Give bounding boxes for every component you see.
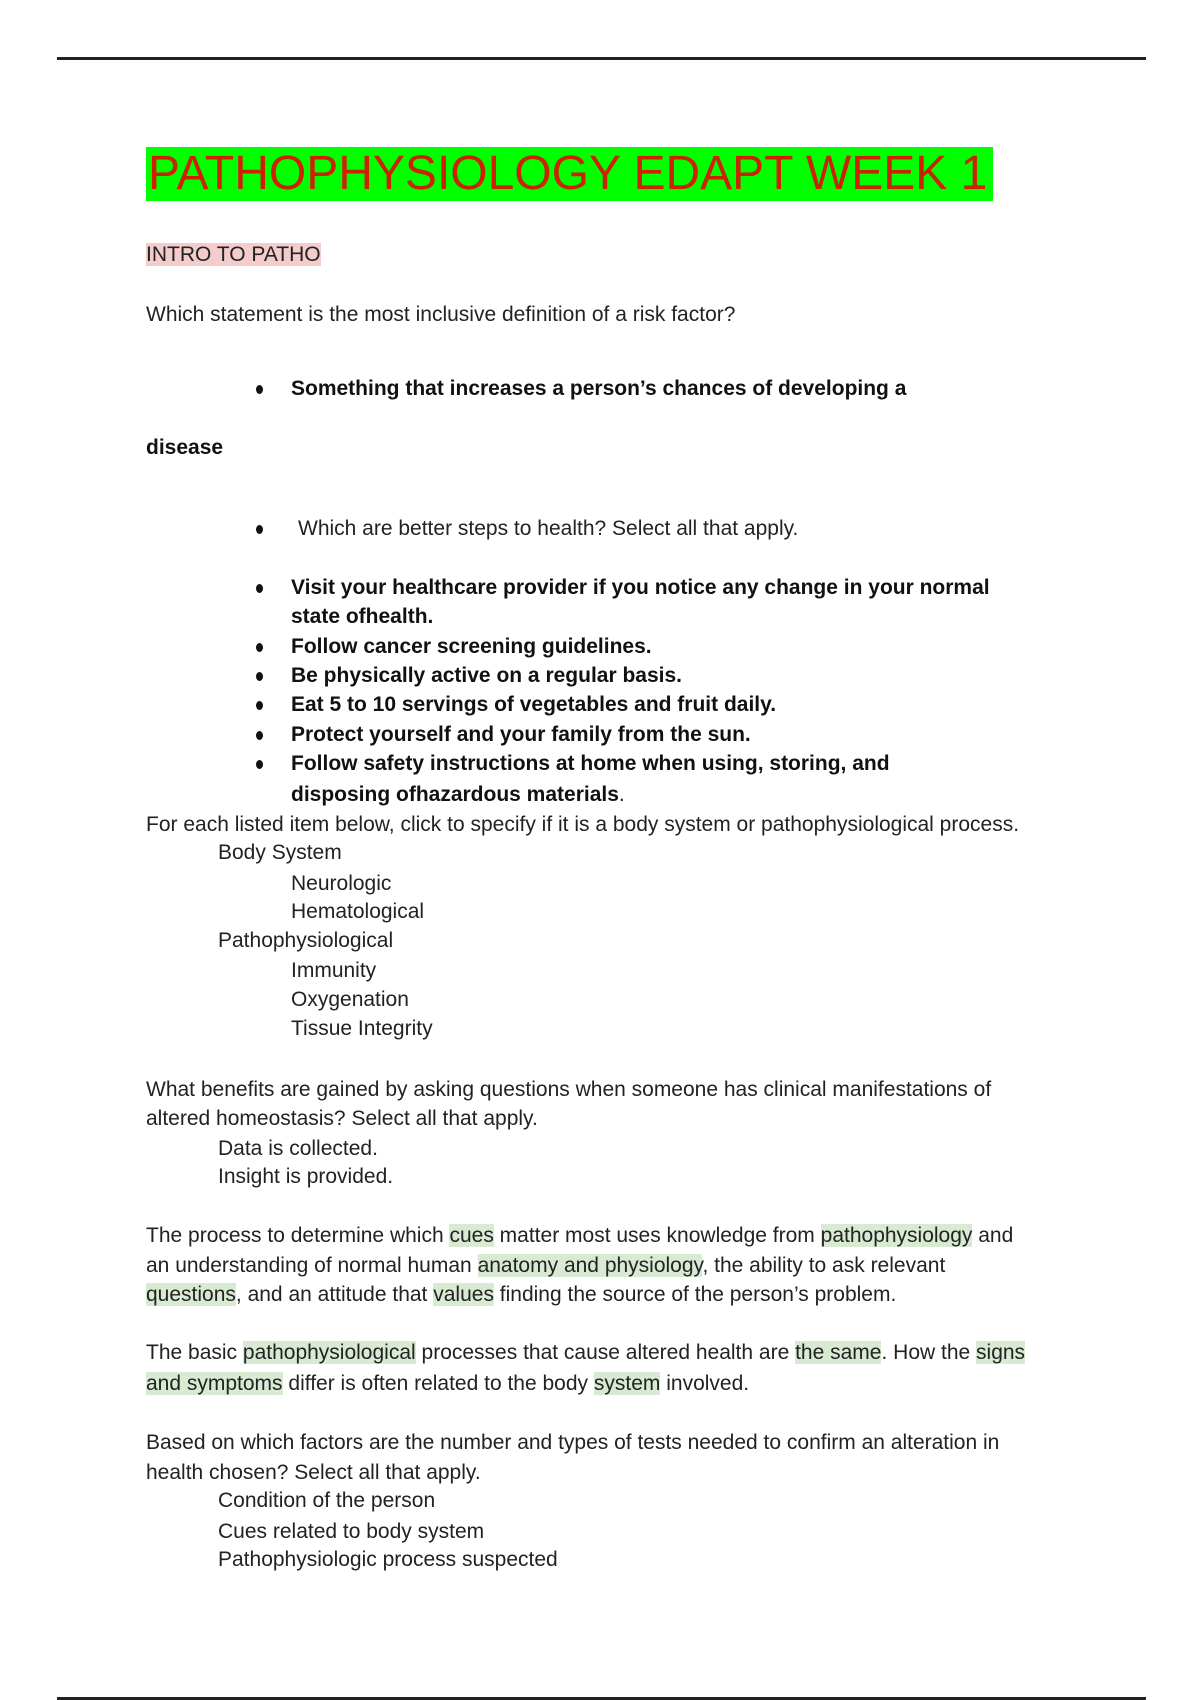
bullet-icon bbox=[256, 701, 263, 710]
q3-group-body-system: Body System bbox=[218, 841, 342, 864]
q2-answer: Protect yourself and your family from the sun. bbox=[291, 723, 751, 746]
paragraph-process-line bbox=[146, 1280, 896, 1310]
q4-answer: Data is collected. bbox=[218, 1137, 378, 1160]
header-rule bbox=[57, 57, 1146, 60]
text: , the ability to ask relevant bbox=[702, 1254, 946, 1277]
highlight: and symptoms bbox=[146, 1372, 283, 1395]
highlight: the same bbox=[795, 1341, 882, 1364]
section-heading-text: INTRO TO PATHO bbox=[146, 243, 321, 266]
q4-question: What benefits are gained by asking questions when someone has clinical manifestations of bbox=[146, 1078, 992, 1101]
q2-answer: Follow cancer screening guidelines. bbox=[291, 635, 652, 658]
highlight: system bbox=[593, 1372, 661, 1395]
bullet-icon bbox=[256, 525, 263, 534]
text: finding the source of the person’s problem. bbox=[493, 1283, 897, 1306]
q3-item: Immunity bbox=[291, 959, 377, 982]
bullet-icon bbox=[256, 584, 263, 593]
paragraph-process-line bbox=[146, 1221, 1013, 1251]
text: an understanding of normal human bbox=[146, 1254, 478, 1277]
q2-answer-text: disposing ofhazardous materials bbox=[291, 783, 619, 806]
text: , and an attitude that bbox=[235, 1283, 434, 1306]
q1-answer-line2: disease bbox=[146, 436, 224, 459]
paragraph-process-line bbox=[146, 1251, 945, 1281]
q1-answer-line1: Something that increases a person’s chances of developing a bbox=[291, 377, 907, 400]
q3-item: Tissue Integrity bbox=[291, 1017, 433, 1040]
highlight: pathophysiological bbox=[242, 1341, 416, 1364]
text: . How the bbox=[881, 1341, 977, 1364]
bullet-icon bbox=[256, 385, 263, 394]
text: The basic bbox=[146, 1341, 243, 1364]
bullet-icon bbox=[256, 643, 263, 652]
q3-item: Neurologic bbox=[291, 872, 392, 895]
text: The process to determine which bbox=[146, 1224, 450, 1247]
text: and bbox=[972, 1224, 1014, 1247]
highlight: signs bbox=[976, 1341, 1026, 1364]
q2-answer: Be physically active on a regular basis. bbox=[291, 664, 683, 687]
q2-question: Which are better steps to health? Select all that apply. bbox=[298, 517, 799, 540]
q4-question: altered homeostasis? Select all that apply. bbox=[146, 1107, 538, 1130]
text: involved. bbox=[660, 1372, 750, 1395]
q3-group-pathophysiological: Pathophysiological bbox=[218, 929, 394, 952]
q2-answer: state ofhealth. bbox=[291, 605, 434, 628]
paragraph-basic-line bbox=[146, 1369, 749, 1399]
q2-answer: Eat 5 to 10 servings of vegetables and fruit daily. bbox=[291, 693, 777, 716]
highlight: values bbox=[433, 1283, 494, 1306]
highlight: anatomy and physiology bbox=[477, 1254, 703, 1277]
text: processes that cause altered health are bbox=[415, 1341, 796, 1364]
q1-question: Which statement is the most inclusive definition of a risk factor? bbox=[146, 303, 736, 326]
q5-answer: Condition of the person bbox=[218, 1489, 436, 1512]
highlight: questions bbox=[146, 1283, 236, 1306]
q5-answer: Cues related to body system bbox=[218, 1520, 485, 1543]
q5-question: health chosen? Select all that apply. bbox=[146, 1461, 481, 1484]
document-title: PATHOPHYSIOLOGY EDAPT WEEK 1 bbox=[146, 147, 993, 201]
paragraph-basic-line bbox=[146, 1338, 1025, 1368]
highlight: cues bbox=[449, 1224, 494, 1247]
text: matter most uses knowledge from bbox=[493, 1224, 821, 1247]
bullet-icon bbox=[256, 731, 263, 740]
q3-item: Oxygenation bbox=[291, 988, 409, 1011]
q4-answer: Insight is provided. bbox=[218, 1165, 394, 1188]
q5-question: Based on which factors are the number and types of tests needed to confirm an alteration in bbox=[146, 1431, 1000, 1454]
q2-answer: Visit your healthcare provider if you notice any change in your normal bbox=[291, 576, 990, 599]
q3-question: For each listed item below, click to specify if it is a body system or pathophysiological process. bbox=[146, 813, 1020, 836]
q3-item: Hematological bbox=[291, 900, 425, 923]
q5-answer: Pathophysiologic process suspected bbox=[218, 1548, 558, 1571]
q2-answer bbox=[291, 780, 625, 810]
q2-period: . bbox=[618, 783, 625, 806]
highlight: pathophysiology bbox=[820, 1224, 973, 1247]
bullet-icon bbox=[256, 672, 263, 681]
text: differ is often related to the body bbox=[282, 1372, 594, 1395]
section-heading bbox=[146, 240, 321, 270]
q2-answer: Follow safety instructions at home when using, storing, and bbox=[291, 752, 890, 775]
bullet-icon bbox=[256, 760, 263, 769]
